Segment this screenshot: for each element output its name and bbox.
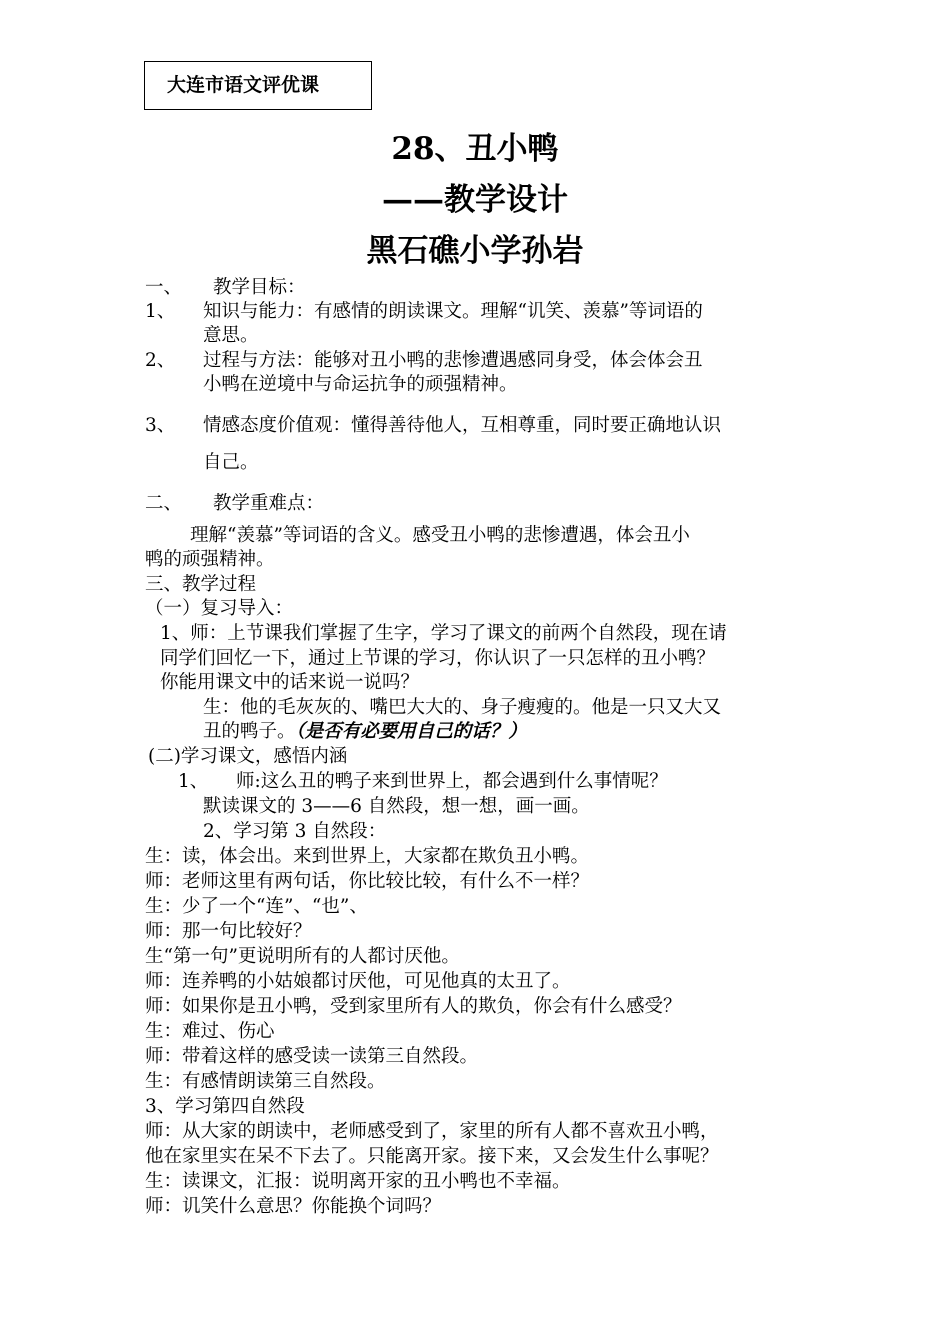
section3-heading: 三、教学过程: [145, 574, 257, 595]
goal1-line1: 知识与能力：有感情的朗读课文。理解“讥笑、羡慕”等词语的: [203, 301, 703, 322]
title-line-3: 黑石礁小学孙岩: [366, 233, 584, 269]
part1-student-line2: [203, 720, 527, 744]
part1-student-text: 丑的鸭子。: [203, 721, 296, 742]
dialog-line-2: 师：老师这里有两句话，你比较比较，有什么不一样？: [145, 871, 590, 892]
dialog-line-1: 生：读，体会出。来到世界上，大家都在欺负丑小鸭。: [145, 846, 590, 867]
title-line-1: 28、丑小鸭: [391, 131, 559, 167]
dialog-line-6: 师：连养鸭的小姑娘都讨厌他，可见他真的太丑了。: [145, 971, 571, 992]
header-stamp-box: [144, 61, 372, 110]
dialog-line-13: 他在家里实在呆不下去了。只能离开家。接下来，又会发生什么事呢？: [145, 1146, 719, 1167]
goal2-line1: 过程与方法：能够对丑小鸭的悲惨遭遇感同身受，体会体会丑: [203, 350, 703, 371]
part2-subheading: 2、学习第 3 自然段：: [203, 821, 387, 842]
part2-heading: (二)学习课文，感悟内涵: [148, 746, 348, 767]
part1-teacher-line2: 同学们回忆一下，通过上节课的学习，你认识了一只怎样的丑小鸭？: [160, 648, 716, 669]
dialog-line-3: 生：少了一个“连”、“也”、: [145, 896, 368, 917]
section2-line1: 理解“羡慕”等词语的含义。感受丑小鸭的悲惨遭遇，体会丑小: [190, 525, 690, 546]
section1-number: 一、: [145, 277, 183, 298]
teacher-note: （是否有必要用自己的话？）: [295, 721, 527, 742]
dialog-line-15: 师：讥笑什么意思？你能换个词吗？: [145, 1196, 442, 1217]
part1-heading: （一）复习导入：: [145, 598, 294, 619]
part1-student-line1: 生：他的毛灰灰的、嘴巴大大的、身子瘦瘦的。他是一只又大又: [203, 697, 722, 718]
dialog-line-4: 师：那一句比较好？: [145, 921, 312, 942]
section2-heading: 教学重难点：: [213, 493, 325, 514]
stamp-text: 大连市语文评优课: [167, 74, 320, 96]
part2-question: 师:这么丑的鸭子来到世界上，都会遇到什么事情呢？: [236, 771, 668, 792]
goal1-line2: 意思。: [203, 325, 259, 346]
part2-q-number: 1、: [178, 771, 209, 792]
goal2-number: 2、: [145, 350, 176, 371]
title-line-2: ——教学设计: [382, 182, 568, 218]
part2-question-line2: 默读课文的 3——6 自然段，想一想，画一画。: [203, 796, 590, 817]
goal3-line1: 情感态度价值观：懂得善待他人，互相尊重，同时要正确地认识: [203, 415, 722, 436]
section1-heading: 教学目标：: [213, 277, 306, 298]
dialog-line-9: 师：带着这样的感受读一读第三自然段。: [145, 1046, 479, 1067]
part1-teacher-line1: 1、师：上节课我们掌握了生字，学习了课文的前两个自然段，现在请: [160, 623, 727, 644]
section2-number: 二、: [145, 493, 183, 514]
dialog-line-8: 生：难过、伤心: [145, 1021, 275, 1042]
dialog-line-10: 生：有感情朗读第三自然段。: [145, 1071, 386, 1092]
part1-teacher-line3: 你能用课文中的话来说一说吗？: [160, 672, 420, 693]
goal3-line2: 自己。: [203, 452, 259, 473]
goal2-line2: 小鸭在逆境中与命运抗争的顽强精神。: [203, 374, 518, 395]
dialog-line-12: 师：从大家的朗读中，老师感受到了，家里的所有人都不喜欢丑小鸭，: [145, 1121, 719, 1142]
dialog-line-7: 师：如果你是丑小鸭，受到家里所有人的欺负，你会有什么感受？: [145, 996, 682, 1017]
dialog-line-5: 生“第一句”更说明所有的人都讨厌他。: [145, 946, 460, 967]
section2-line2: 鸭的顽强精神。: [145, 549, 275, 570]
goal1-number: 1、: [145, 301, 176, 322]
goal3-number: 3、: [145, 415, 176, 436]
dialog-line-11: 3、学习第四自然段: [145, 1096, 305, 1117]
dialog-line-14: 生：读课文，汇报：说明离开家的丑小鸭也不幸福。: [145, 1171, 571, 1192]
